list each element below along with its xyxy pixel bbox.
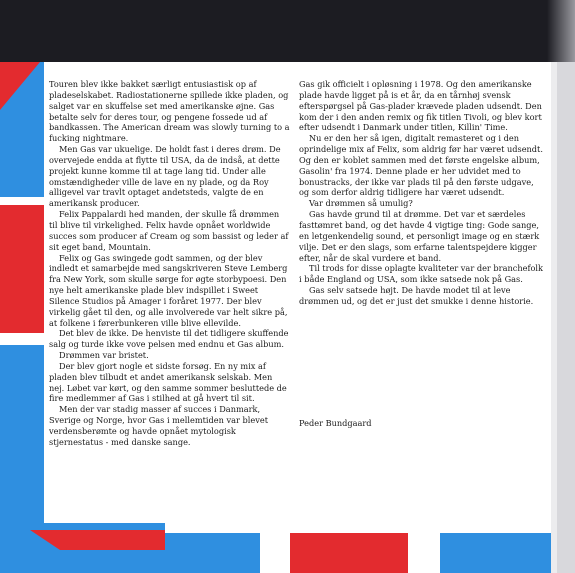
right-paragraph: Gas selv satsede højt. De havde modet til at leve drømmen ud, og det er just det smukke i denne historie. (299, 285, 534, 306)
left-paragraph: Touren blev ikke bakket særligt entusiastisk op af pladeselskabet. Radiostationerne spillede ikke pladen, og salget var en skuffelse set med amerikanske øjne. Gas betalte selv for deres tour, og pengene fossede ud af bandkassen. The American dream was slowly turning to a fucking nightmare. (49, 79, 290, 144)
left-paragraph: Felix og Gas swingede godt sammen, og der blev indledt et samarbejde med sangskriveren Steve Lemberg fra New York, som skulle sørge for øgte storbypoesi. Den nye helt amerikanske plade blev indspillet i Sweet Silence Studios på Amager i foråret 1977. Der blev virkelig gået til den, og alle involverede var helt sikre på, at folkene i førerbunkeren ville blive ellevilde. (49, 252, 288, 328)
left-paragraph: Det blev de ikke. De henviste til det tidligere skuffende salg og turde ikke vove pelsen med endnu et Gas album. (49, 328, 289, 350)
left-paragraph: Men der var stadig masser af succes i Danmark, Sverige og Norge, hvor Gas i mellemtiden var blevet verdensberømte og havde opnået mytologisk stjernestatus - med danske sange. (49, 404, 268, 447)
flag-red-band-bottom (290, 533, 408, 573)
flag-red-band-left (0, 205, 44, 333)
left-paragraph: Drømmen var bristet. (59, 350, 149, 361)
right-paragraph: Var drømmen så umulig? (309, 198, 413, 209)
flag-blue-bottom-3 (440, 533, 552, 573)
left-paragraph: Felix Pappalardi hed manden, der skulle få drømmen til blive til virkelighed. Felix havde opnået worldwide succes som producer af Cream og som bassist og leder af sit eget band, Mountain. (49, 209, 289, 252)
right-paragraph: Nu er den her så igen, digitalt remasteret og i den oprindelige mix af Felix, som aldrig før har været udsendt. Og den er koblet sammen med det første engelske album, Gasolin' fra 1974. Denne plade er her udvidet med to bonustracks, der ikke var plads til på den første udgave, og som derfor aldrig tidligere har været udsendt. (299, 133, 543, 198)
right-edge-grey (557, 62, 575, 573)
left-paragraph: Der blev gjort nogle et sidste forsøg. En ny mix af pladen blev tilbudt et andet amerikansk selskab. Men nej. Løbet var kørt, og den samme sommer besluttede de fire medlemmer af Gas i stilhed at gå hvert til sit. (49, 360, 287, 404)
flag-blue-bottom-2 (165, 533, 260, 573)
author-signature: Peder Bundgaard (299, 418, 372, 428)
right-paragraph: Gas gik officielt i opløsning i 1978. Og den amerikanske plade havde ligget på is et år, da en tårnhøj svensk efterspørgsel på Gas-plader krævede pladen udsendt. Den kom der i den anden remix og fik titlen Tivoli, og blev kort efter udsendt i Danmark under titlen, Killin' Time. (299, 79, 542, 133)
right-paragraph: Til trods for disse oplagte kvaliteter var der branchefolk i både England og USA, som ikke satsede nok på Gas. (299, 263, 543, 285)
right-text-column (299, 79, 545, 307)
left-paragraph: Men Gas var ukuelige. De holdt fast i deres drøm. De overvejede endda at flytte til USA, da de indså, at dette projekt kunne komme til at tage lang tid. Under alle omstændigheder ville de lave en ny plade, og da Roy alligevel var travlt optaget andetsteds, valgte de en amerikansk producer. (49, 144, 281, 209)
left-text-column (49, 79, 290, 448)
right-paragraph: Gas havde grund til at drømme. Det var et særdeles fasttømret band, og det havde 4 vigtige ting: Gode sange, en letgenkendelig sound, et personligt image og en stærk vilje. Det er den slags, som erfarne talentspejdere kigger efter, når de skal vurdere et band. (299, 209, 540, 263)
flag-blue-left-bottom (0, 345, 44, 523)
